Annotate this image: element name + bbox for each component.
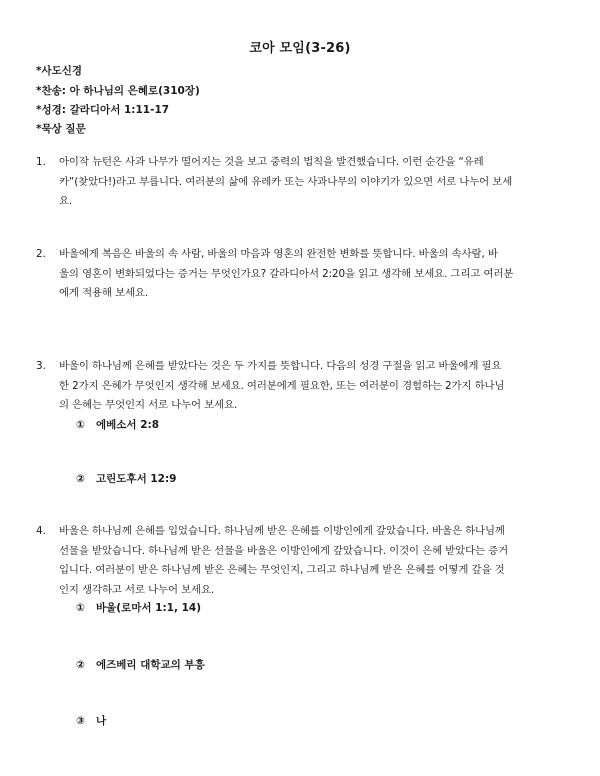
subitem-paul-romans (76, 600, 201, 615)
question-line: 선물을 받았습니다. 하나님께 받은 선물을 바울은 이방인에게 갚았습니다. 이것이 은혜 받았다는 증거 (59, 544, 509, 557)
order-item-meditation: *묵상 질문 (36, 123, 86, 135)
question-text (59, 357, 566, 416)
page-title: 코아 모임(3-26) (249, 41, 351, 56)
question-2 (36, 245, 566, 304)
question-text (59, 522, 566, 600)
question-line: 인지 생각하고 서로 나누어 보세요. (59, 583, 215, 596)
subitem-text: 고린도후서 12:9 (96, 473, 177, 485)
question-4 (36, 522, 566, 600)
question-line: 입니다. 여러분이 받은 하나님께 받은 은혜는 무엇인지, 그리고 하나님께 받은 은혜를 어떻게 갚을 것 (59, 564, 505, 576)
question-line: 의 은혜는 무엇인지 서로 나누어 보세요. (59, 399, 238, 411)
order-item-hymn: *찬송: 아 하나님의 은혜로(310장) (36, 85, 200, 97)
question-number: 4. (36, 525, 46, 537)
question-line: 에게 적용해 보세요. (59, 287, 149, 299)
circled-number: ③ (76, 715, 85, 727)
question-line: 바울은 하나님께 은혜를 입었습니다. 하나님께 받은 은혜를 이방인에게 갚았습니다. 바울은 하나님께 (59, 525, 505, 537)
subitem-text: 바울(로마서 1:1, 14) (96, 602, 202, 614)
order-item-apostles-creed: *사도신경 (36, 65, 83, 77)
question-number: 1. (36, 156, 46, 168)
subitem-text: 에베소서 2:8 (96, 419, 160, 431)
question-text (59, 245, 566, 304)
question-line: 아이작 뉴턴은 사과 나무가 떨어지는 것을 보고 중력의 법칙을 발견했습니다. 이런 순간을 “유레 (59, 156, 484, 168)
circled-number: ② (76, 473, 85, 485)
subitem-2-corinthians (76, 471, 177, 486)
question-line: 바울에게 복음은 바울의 속 사람, 바울의 마음과 영혼의 완전한 변화를 뜻합니다. 바울의 속사람, 바 (59, 248, 498, 260)
question-number: 3. (36, 360, 46, 372)
question-line: 카”(찾았다!)라고 부릅니다. 여러분의 삶에 유레카 또는 사과나무의 이야기가 있으면 서로 나누어 보세 (59, 175, 513, 188)
circled-number: ① (76, 602, 85, 614)
subitem-ephesians (76, 417, 159, 432)
order-item-scripture: *성경: 갈라디아서 1:11-17 (36, 104, 170, 116)
subitem-text: 에즈베리 대학교의 부흥 (96, 659, 205, 671)
question-line: 울의 영혼이 변화되었다는 증거는 무엇인가요? 갈라디아서 2:20을 읽고 생각해 보세요. 그리고 여러분 (59, 267, 514, 280)
question-text (59, 153, 566, 212)
circled-number: ② (76, 659, 85, 671)
question-3 (36, 357, 566, 416)
question-line: 바울이 하나님께 은혜를 받았다는 것은 두 가지를 뜻합니다. 다음의 성경 구절을 읽고 바울에게 필요 (59, 360, 502, 372)
subitem-asbury-revival (76, 657, 205, 672)
question-number: 2. (36, 248, 46, 260)
subitem-text: 나 (96, 715, 107, 727)
subitem-me (76, 713, 106, 728)
question-line: 한 2가지 은혜가 무엇인지 생각해 보세요. 여러분에게 필요한, 또는 여러분이 경험하는 2가지 하나님 (59, 379, 505, 392)
question-1 (36, 153, 566, 212)
question-line: 요. (59, 195, 73, 207)
circled-number: ① (76, 419, 85, 431)
